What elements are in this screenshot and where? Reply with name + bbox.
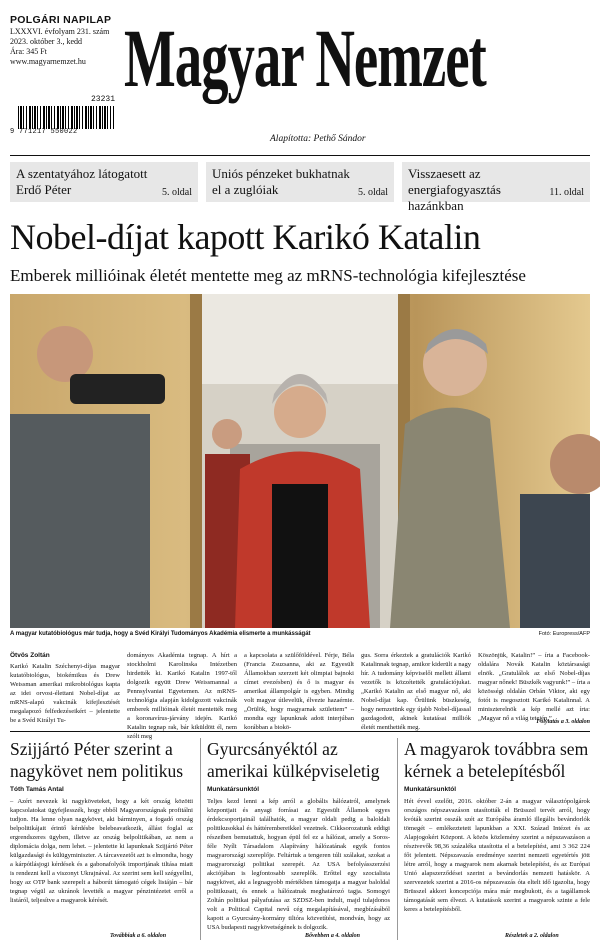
teaser-page: 5. oldal — [358, 187, 388, 198]
story-continuation[interactable]: Továbbiak a 6. oldalon — [110, 933, 167, 939]
lead-photo-illustration — [10, 294, 590, 628]
story-continuation[interactable]: Részletek a 2. oldalon — [505, 933, 559, 939]
story-author: Tóth Tamás Antal — [10, 786, 64, 793]
masthead-divider — [10, 155, 590, 156]
lead-body-column: gus. Sorra érkeztek a gratulációk Karikó Katalinnak tegnap, amikor kiderült a nagy hír. A tudomány képviselői mellett állami vezetők is közzétették gratulációjukat. „Karikó Katalin az első magyar nő, aki Nobel-díjat kap. Őrülünk büszkeség, hogy nemzetünk egy újabb Nobel-díjassal gazdagodott, akinek kutatásai milliók életét menthették meg. — [361, 652, 471, 731]
barcode-number: 9 771217 550022 — [10, 128, 78, 136]
column-divider — [397, 738, 398, 940]
newspaper-title: Magyar Nemzet — [124, 12, 486, 104]
founder-line: Alapította: Pethő Sándor — [270, 134, 366, 144]
barcode — [10, 95, 115, 138]
website-link[interactable]: www.magyarnemzet.hu — [10, 57, 86, 66]
teaser-box[interactable] — [402, 162, 590, 213]
teaser-title[interactable]: Visszaesett az energiafogyasztás hazánkban — [408, 166, 501, 213]
lead-body-column: dományos Akadémia tegnap. A hírt a stockholmi Karolinska Intézetben hirdették ki. Karikó Katalin 1997-től dolgozik együtt Drew Weissmannal a Pennsylvaniai Egyetemen. Az mRNS-technológia alapján kidolgozott vakcinák emberek millióinak életét mentették meg a koronavírus-járvány idején. Karikó Katalin tegnap rak, bár kiküldött él, nem szólt meg — [127, 652, 237, 740]
lead-body-column: Karikó Katalin Széchenyi-díjas magyar kutatóbiológus, biokémikus és Drew Weissman amerikai mikrobiológus kapta az idei orvosi-élettani Nobel-díjat az mRNS-alapú vakcinák kifejlesztését megalapozó felfedezéseikért – jelentette be a Svéd Királyi Tu- — [10, 663, 120, 724]
teaser-page: 5. oldal — [162, 187, 192, 198]
story-author: Munkatársunktól — [207, 786, 260, 793]
teaser-title[interactable]: Uniós pénzeket bukhatnak el a zuglóiak — [212, 166, 350, 197]
issue-date: 2023. október 3., kedd — [10, 37, 82, 46]
story-body: – Azért nevezek ki nagyköveteket, hogy a két ország közötti kapcsolatokat ügyfejlesszék, hogy ebből Magyarországnak profitálni tudjon. Ha lenne olyan nagykövet, aki bárminyen, a fogadó ország belpolitikájait érintő kérdésbe belebeavatkozik, állást foglal az ergrendszeres ügyben, illetve az ország belpolitikában, az nem a diplomácia dolga, nem lehet. – jelentette ki lapunknak Szijjártó Péter külgazdasági és külügyminiszter. A tárcavezetőt azt is elmondta, hogy a kárpótlásjogi kérdések és a gabonafolyók importjának tiltása miatt is rendezni kell a viszonyt Ukrajnával. Az szerint sem kell szégyellni, hogy az OTP bank szerepelt a háborút támogató cégek listáján – bár tegnap végül az ukránok levették a magyar pénzintézetet erről a listáról, teljesítve a magyarok kérését. — [10, 798, 193, 904]
masthead-meta — [10, 14, 120, 67]
teaser-box[interactable] — [206, 162, 394, 202]
barcode-bars — [18, 106, 114, 129]
lead-photo — [10, 294, 590, 628]
lead-author: Ötvös Zoltán — [10, 652, 50, 659]
barcode-top-number: 23231 — [90, 95, 115, 104]
photo-credit: Fotó: Europress/AFP — [538, 631, 590, 637]
paper-type: POLGÁRI NAPILAP — [10, 14, 112, 26]
story-body: Teljes kezd lenni a kép arról a globális hálózatról, amelynek központjait és anyagi forrásai az Egyesült Államok egyes érdekcsoportjainál találhatók, a magyar oldali pedig a baloldali politikusokkal és háttérembereikkel vezetnek. Cikksorozatunk eddigi részeiben bemutattuk, hogyan épül fel ez a hálózat, amely a Soros-féle Nyílt Társadalom Alapítvány hálózatának egyik fontos magyarországi szereplője. Feltártuk a tengeren túli szálakat, szokat a magyarországi politikai szerepét. Az USA befolyásszerzési akciójában is legfontosabb szereplők. Erőttel egy szocialista nagykövet, aki a legnagyobb mértékben támogatja a magyar baloldal politikusait, és ennek a hálózatnak meghatározó tagja. Somogyi Zoltán politikai pályafutása az SZDSZ-ben indult, majd tulajdonos volt a Political Capital nevű cég megalapításával, megbízásából kapott a Gyurcsány-kormány tiltóra közvetítést, mondván, hogy az USA budapesti nagykövetségének is dolgozik. — [207, 798, 390, 931]
price: Ára: 345 Ft — [10, 47, 47, 56]
story-author: Munkatársunktól — [404, 786, 457, 793]
photo-caption: A magyar kutatóbiológus már tudja, hogy a Svéd Királyi Tudományos Akadémia elismerte a munkásságát — [10, 631, 311, 637]
story-body: Hét évvel ezelőtt, 2016. október 2-án a magyar választópolgárok országos népszavazáson utasították el Brüsszel tervét arról, hogy kvóták szerint osszák szét az Európába áramló illegális bevándorlók tömegét – emlékeztetett lapunkban a XXI. Század Intézet és az Alapjogokért Központ. A közös közlemény szerint a népszavazáson a résztvevők 98,36 százaléka utasította el a betelepítést, ami 3 362 224 főt jelentett. Népszavazás eredménye szerint nemzeti egyetértés jött létre arról, hogy a magyarok nem akarnak betelepítést, és az Európai Unió alapszerződései szerint a bevándorlás nemzeti hatáskör. A szervezetek szerint a 2016-os népszavazás óta eltelt idő igazolta, hogy Brüsszel akkori koncepciója mára már megbukott, és a tagállamok támogatását sem élvezi. A kutatások szerint a magyarok szinte a fele keres a betelepítésből. — [404, 798, 590, 913]
volume-info: LXXXVI. évfolyam 231. szám — [10, 27, 110, 36]
story-headline[interactable]: A magyarok továbbra sem kérnek a betelepítésből — [404, 739, 589, 781]
teaser-page: 11. oldal — [549, 187, 584, 198]
lead-continuation[interactable]: Folytatás a 3. oldalon — [536, 719, 590, 725]
teaser-strip — [10, 162, 590, 213]
story-continuation[interactable]: Bővebben a 4. oldalon — [305, 933, 360, 939]
teaser-title[interactable]: A szentatyához látogatott Erdő Péter — [16, 166, 148, 197]
section-divider — [10, 731, 590, 732]
story-headline[interactable]: Gyurcsányéktól az amerikai külképviseletig — [207, 739, 380, 781]
lead-headline[interactable]: Nobel-díjat kapott Karikó Katalin — [10, 217, 481, 257]
lead-body-column: a kapcsolata a szülőföldével. Férje, Béla (Francia Zsuzsanna, aki az Egyesült Államokban szerzett két olimpiai bajnoki címet evezésben) és ő is magyar és amerikai állampolgár is egyben. Mindig volt magyar útlevelük, élvezte hazaérnie. „Örülök, hogy magyarnak születtem” – mondta egy lapunknak adott interjúban korábban a biokö- — [244, 652, 354, 731]
teaser-box[interactable] — [10, 162, 198, 202]
column-divider — [200, 738, 201, 940]
masthead — [10, 14, 590, 149]
story-headline[interactable]: Szijjártó Péter szerint a nagykövet nem politikus — [10, 739, 184, 781]
lead-subheadline: Emberek millióinak életét mentette meg az mRNS-technológia kifejlesztése — [10, 266, 526, 285]
lead-body-column: Köszönjük, Katalin!” – írta a Facebook-oldalára Novák Katalin köztársasági elnök. „Gratulálok az első Nobel-díjas magyar nőnek! Büszkék vagyunk!” – írta a közösségi oldalán Orbán Viktor, aki egy fotót is megosztott Karikó Katalinnal. A miniszterelnök a kép mellé azt írta: „Magyar nő a világ tetején.” — [478, 652, 590, 722]
